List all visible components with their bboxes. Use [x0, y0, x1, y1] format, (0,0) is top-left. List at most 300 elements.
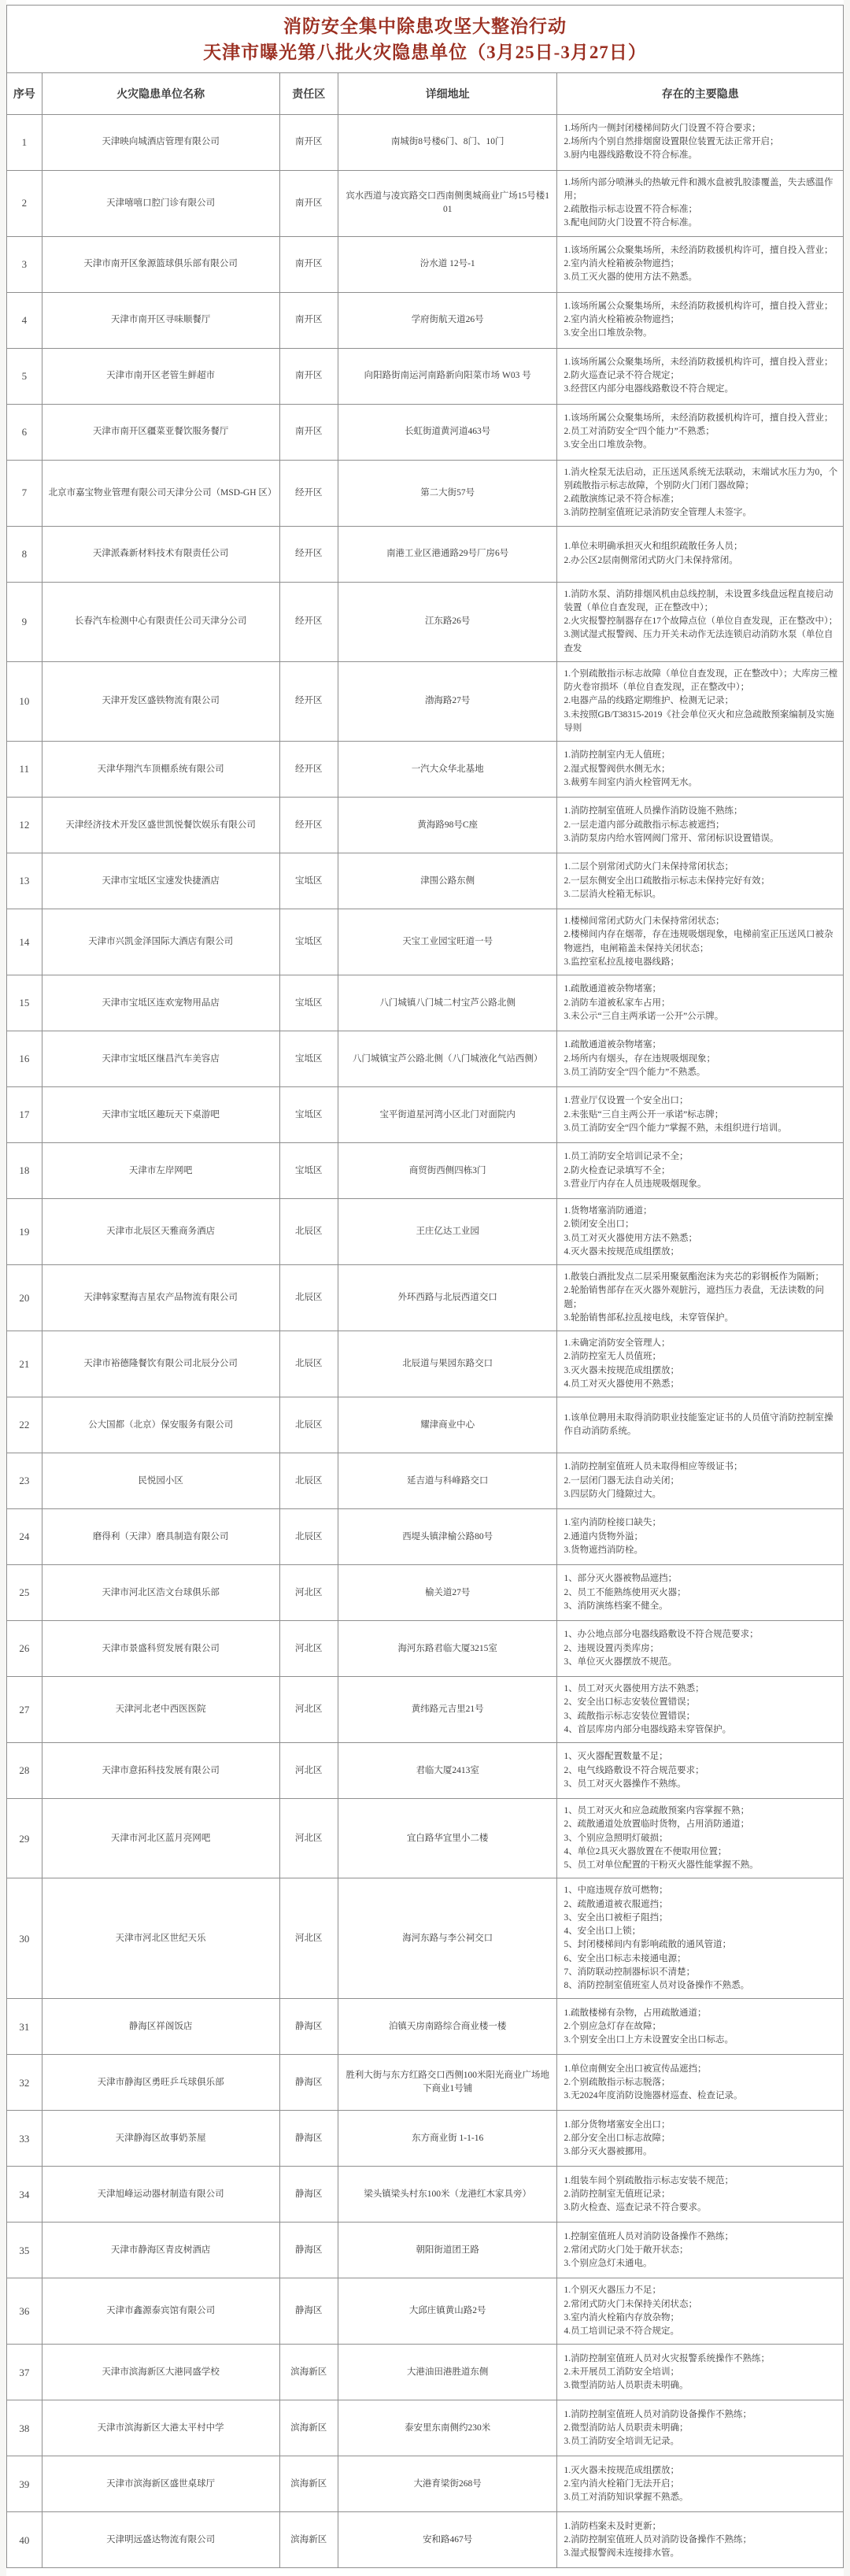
cell-unit-name: 天津市宝坻区继昌汽车美容店 — [42, 1031, 279, 1087]
hazard-line: 8、消防控制室值班室人员对设备操作不熟悉。 — [564, 1981, 750, 1991]
cell-address: 渤海路27号 — [338, 661, 557, 741]
cell-district: 河北区 — [279, 1565, 338, 1621]
cell-unit-name: 天津市景盛科贸发展有限公司 — [42, 1621, 279, 1677]
hazard-line: 1.部分货物堵塞安全出口； — [564, 2119, 671, 2130]
hazard-line: 3.室内消火栓箱内存放杂物； — [564, 2312, 680, 2322]
cell-district: 南开区 — [279, 236, 338, 292]
cell-unit-name: 天津市滨海新区大港同盛学校 — [42, 2345, 279, 2400]
hazard-line: 3、员工对灭火器操作不熟练。 — [564, 1778, 686, 1789]
table-row — [7, 853, 844, 909]
cell-hazards — [557, 798, 844, 853]
cell-address: 海河东路与李公祠交口 — [338, 1878, 557, 1999]
hazard-line: 2.疏散指示标志设置不符合标准； — [564, 205, 698, 215]
hazard-line: 2.火灾报警控制器存在17个故障点位（单位自查发现，正在整改中）； — [564, 616, 838, 627]
table-row — [7, 1743, 844, 1799]
cell-unit-name: 天津市鑫源泰宾馆有限公司 — [42, 2278, 279, 2345]
hazard-line: 3.消防控制室值班记录消防安全管理人未签字。 — [564, 508, 752, 518]
hazard-line: 3.微型消防站人员职责未明确。 — [564, 2381, 689, 2391]
hazard-line: 1.楼梯间常闭式防火门未保持常闭状态； — [564, 916, 725, 927]
cell-hazards — [557, 975, 844, 1031]
hazard-line: 2.消防车道被私家车占用； — [564, 997, 671, 1008]
hazard-line: 1.该场所属公众聚集场所，未经消防救援机构许可，擅自投入营业； — [564, 413, 833, 423]
cell-address: 黄海路98号C座 — [338, 798, 557, 853]
hazard-line: 2、违规设置丙类库房； — [564, 1643, 660, 1653]
cell-address: 长虹街道黄河道463号 — [338, 404, 557, 460]
cell-hazards — [557, 1453, 844, 1509]
cell-address: 宝平街道星河湾小区北门对面院内 — [338, 1087, 557, 1143]
cell-serial-number: 40 — [7, 2512, 42, 2568]
cell-address: 安和路467号 — [338, 2512, 557, 2568]
cell-district: 北辰区 — [279, 1331, 338, 1397]
cell-hazards — [557, 2400, 844, 2456]
hazard-line: 1.该场所属公众聚集场所，未经消防救援机构许可，擅自投入营业； — [564, 245, 833, 255]
cell-address: 江东路26号 — [338, 582, 557, 661]
hazard-line: 3.裁剪车间室内消火栓管网无水。 — [564, 777, 698, 787]
cell-district: 北辰区 — [279, 1199, 338, 1265]
cell-unit-name: 天津旭峰运动器材制造有限公司 — [42, 2167, 279, 2223]
cell-address: 天宝工业园宝旺道一号 — [338, 909, 557, 975]
hazard-line: 2.消防控室无人员值班； — [564, 1352, 662, 1362]
hazard-line: 3.厨内电器线路敷设不符合标准。 — [564, 150, 698, 161]
cell-unit-name: 天津市意拓科技发展有限公司 — [42, 1743, 279, 1799]
hazard-line: 3.员工消防安全“四个能力”掌握不熟，未组织进行培训。 — [564, 1123, 787, 1133]
cell-serial-number: 4 — [7, 292, 42, 348]
hazard-line: 2.常闭式防火门处于敞开状态； — [564, 2245, 689, 2255]
hazard-line: 2.通道内货物外溢； — [564, 1531, 644, 1542]
hazard-line: 2.防火检查记录填写不全； — [564, 1165, 671, 1175]
table-row — [7, 292, 844, 348]
hazard-line: 1.单位南侧安全出口被宣传品遮挡； — [564, 2063, 707, 2074]
cell-serial-number: 11 — [7, 742, 42, 798]
hazard-line: 4、安全出口上锁； — [564, 1926, 641, 1937]
cell-district: 河北区 — [279, 1799, 338, 1878]
hazard-line: 2.办公区2层南侧常闭式防火门未保持常闭。 — [564, 555, 738, 565]
hazard-line: 3.个别应急灯未通电。 — [564, 2259, 652, 2269]
hazard-line: 1、部分灭火器被物品遮挡； — [564, 1574, 678, 1584]
cell-hazards — [557, 1677, 844, 1743]
cell-hazards — [557, 526, 844, 582]
hazard-line: 1.货物堵塞消防通道； — [564, 1206, 652, 1216]
hazard-line: 1.疏散通道被杂物堵塞； — [564, 1040, 662, 1050]
cell-serial-number: 30 — [7, 1878, 42, 1999]
hazard-line: 2.室内消火栓箱被杂物遮挡； — [564, 259, 680, 269]
cell-serial-number: 33 — [7, 2111, 42, 2167]
cell-district: 北辰区 — [279, 1265, 338, 1331]
cell-address: 君临大厦2413室 — [338, 1743, 557, 1799]
hazard-line: 2、安全出口标志安装位置错误； — [564, 1697, 696, 1708]
table-row — [7, 1509, 844, 1565]
hazard-line: 4.灭火器未按规范成组摆放； — [564, 1246, 680, 1257]
cell-address: 外环西路与北辰西道交口 — [338, 1265, 557, 1331]
hazard-line: 5、员工对单位配置的干粉灭火器性能掌握不熟。 — [564, 1860, 759, 1871]
hazard-line: 2.轮胎销售部存在灭火器外观脏污，遮挡压力表盘，无法读数的问题； — [564, 1286, 825, 1309]
table-row — [7, 2167, 844, 2223]
cell-hazards — [557, 2278, 844, 2345]
cell-unit-name: 天津市南开区疆菜亚餐饮服务餐厅 — [42, 404, 279, 460]
cell-address: 朝阳街道团王路 — [338, 2223, 557, 2278]
hazard-line: 3.消防泵房内给水管网阀门常开、常闭标识设置错误。 — [564, 833, 779, 843]
cell-address: 榆关道27号 — [338, 1565, 557, 1621]
cell-unit-name: 天津华翔汽车顶棚系统有限公司 — [42, 742, 279, 798]
table-row — [7, 526, 844, 582]
hazard-units-table — [6, 5, 844, 2568]
cell-hazards — [557, 1799, 844, 1878]
hazard-line: 3、安全出口被柜子阻挡； — [564, 1912, 668, 1923]
cell-address: 泰安里东南侧约230米 — [338, 2400, 557, 2456]
cell-serial-number: 5 — [7, 348, 42, 404]
hazard-line: 1.消防档案未及时更新； — [564, 2521, 662, 2531]
cell-district: 宝坻区 — [279, 1031, 338, 1087]
cell-hazards — [557, 1397, 844, 1453]
cell-unit-name: 天津市宝坻区趣玩天下桌游吧 — [42, 1087, 279, 1143]
header-row — [7, 72, 844, 114]
cell-address: 黄纬路元吉里21号 — [338, 1677, 557, 1743]
cell-unit-name: 天津静海区故事奶茶屋 — [42, 2111, 279, 2167]
cell-address: 梁头镇梁头村东100米（龙港红木家具旁） — [338, 2167, 557, 2223]
cell-address: 第二大街57号 — [338, 460, 557, 526]
cell-serial-number: 15 — [7, 975, 42, 1031]
cell-address: 大港育梁街268号 — [338, 2456, 557, 2512]
cell-district: 静海区 — [279, 2167, 338, 2223]
hazard-line: 2.微型消防站人员职责未明确； — [564, 2422, 689, 2433]
cell-unit-name: 天津市河北区浩文台球俱乐部 — [42, 1565, 279, 1621]
hazard-line: 2.防火巡查记录不符合规定； — [564, 371, 680, 381]
cell-serial-number: 14 — [7, 909, 42, 975]
hazard-line: 3、个别应急照明灯破损； — [564, 1833, 668, 1843]
hazard-line: 1.该场所属公众聚集场所，未经消防救援机构许可，擅自投入营业； — [564, 357, 833, 367]
table-row — [7, 661, 844, 741]
cell-hazards — [557, 1743, 844, 1799]
cell-hazards — [557, 742, 844, 798]
cell-district: 南开区 — [279, 170, 338, 236]
hazard-line: 3.员工灭火器的使用方法不熟悉。 — [564, 272, 698, 283]
cell-address: 向阳路街南运河南路新向阳菜市场 W03 号 — [338, 348, 557, 404]
hazard-line: 1.消防控制室值班人员对消防设备操作不熟练； — [564, 2409, 752, 2419]
hazard-line: 1.疏散通道被杂物堵塞； — [564, 984, 662, 994]
cell-address: 王庄亿达工业园 — [338, 1199, 557, 1265]
cell-unit-name: 天津韩家墅海吉星农产品物流有限公司 — [42, 1265, 279, 1331]
cell-address: 八门城镇宝芦公路北侧（八门城液化气站西侧） — [338, 1031, 557, 1087]
cell-unit-name: 静海区祥阁饭店 — [42, 1999, 279, 2055]
cell-district: 南开区 — [279, 404, 338, 460]
hazard-line: 1.场所内一侧封闭楼梯间防火门设置不符合要求； — [564, 123, 761, 133]
table-row — [7, 348, 844, 404]
cell-hazards — [557, 2345, 844, 2400]
table-row — [7, 1621, 844, 1677]
hazard-line: 3.二层消火栓箱无标识。 — [564, 889, 662, 899]
cell-district: 南开区 — [279, 114, 338, 170]
hazard-line: 2.一层东侧安全出口疏散指示标志未保持完好有效； — [564, 875, 771, 886]
hazard-line: 2.电器产品的线路定期维护、检测无记录； — [564, 696, 734, 706]
cell-unit-name: 天津明远盛达物流有限公司 — [42, 2512, 279, 2568]
cell-serial-number: 27 — [7, 1677, 42, 1743]
cell-hazards — [557, 2167, 844, 2223]
cell-serial-number: 1 — [7, 114, 42, 170]
cell-hazards — [557, 236, 844, 292]
cell-unit-name: 天津市滨海新区盛世桌球厅 — [42, 2456, 279, 2512]
hazard-line: 1.未确定消防安全管理人； — [564, 1338, 671, 1349]
table-row — [7, 2345, 844, 2400]
hazard-line: 3.安全出口堆放杂物。 — [564, 328, 652, 339]
hazard-line: 2.室内消火栓箱门无法开启； — [564, 2478, 680, 2489]
hazard-line: 3.配电间防火门设置不符合标准。 — [564, 218, 698, 228]
document-page — [6, 0, 844, 2576]
cell-district: 经开区 — [279, 798, 338, 853]
table-row — [7, 909, 844, 975]
cell-hazards — [557, 1621, 844, 1677]
hazard-line: 2.消防控制室值班人员对消防设备操作不熟练； — [564, 2534, 752, 2545]
hazard-line: 3.未按照GB/T38315-2019《社会单位灭火和应急疏散预案编制及实施导则 — [564, 709, 834, 733]
cell-unit-name: 北京市嘉宝物业管理有限公司天津分公司（MSD-GH 区） — [42, 460, 279, 526]
hazard-line: 3.安全出口堆放杂物。 — [564, 440, 652, 450]
cell-district: 滨海新区 — [279, 2512, 338, 2568]
table-row — [7, 404, 844, 460]
hazard-line: 2.一层走道内部分疏散指示标志被遮挡； — [564, 820, 725, 830]
cell-district: 静海区 — [279, 2223, 338, 2278]
cell-serial-number: 7 — [7, 460, 42, 526]
hazard-line: 3.未公示“三自主两承诺一公开”公示牌。 — [564, 1011, 724, 1021]
cell-serial-number: 34 — [7, 2167, 42, 2223]
hazard-line: 2.个别应急灯存在故障； — [564, 2021, 662, 2031]
table-row — [7, 2456, 844, 2512]
cell-hazards — [557, 1331, 844, 1397]
cell-unit-name: 天津市北辰区天雅商务酒店 — [42, 1199, 279, 1265]
table-row — [7, 460, 844, 526]
cell-unit-name: 天津市宝坻区连欢宠物用品店 — [42, 975, 279, 1031]
hazard-line: 3.无2024年度消防设施器材巡查、检查记录。 — [564, 2091, 743, 2101]
cell-serial-number: 16 — [7, 1031, 42, 1087]
cell-district: 北辰区 — [279, 1453, 338, 1509]
cell-hazards — [557, 661, 844, 741]
hazard-line: 4、单位2具灭火器放置在不便取用位置； — [564, 1846, 727, 1856]
hazard-line: 6、安全出口标志未接通电源； — [564, 1953, 686, 1963]
hazard-line: 2、电气线路敷设不符合规范要求； — [564, 1765, 704, 1775]
cell-hazards — [557, 348, 844, 404]
table-row — [7, 170, 844, 236]
cell-hazards — [557, 1031, 844, 1087]
cell-hazards — [557, 853, 844, 909]
hazard-line: 1.室内消防栓接口缺失； — [564, 1518, 662, 1528]
cell-address: 耀津商业中心 — [338, 1397, 557, 1453]
hazard-line: 1.场所内部分喷淋头的热敏元件和溅水盘被乳胶漆覆盖，失去感温作用； — [564, 177, 833, 201]
cell-district: 北辰区 — [279, 1397, 338, 1453]
table-row — [7, 975, 844, 1031]
cell-serial-number: 19 — [7, 1199, 42, 1265]
table-row — [7, 1265, 844, 1331]
hazard-line: 2.未开展员工消防安全培训； — [564, 2367, 680, 2377]
cell-district: 宝坻区 — [279, 1143, 338, 1199]
cell-district: 河北区 — [279, 1677, 338, 1743]
table-row — [7, 2400, 844, 2456]
hazard-line: 1、中庭违规存放可燃物； — [564, 1886, 668, 1896]
hazard-line: 3、消防演练档案不健全。 — [564, 1601, 668, 1611]
table-row — [7, 1031, 844, 1087]
cell-serial-number: 25 — [7, 1565, 42, 1621]
cell-district: 河北区 — [279, 1743, 338, 1799]
table-row — [7, 798, 844, 853]
cell-address: 北辰道与果园东路交口 — [338, 1331, 557, 1397]
hazard-line: 7、消防联动控制器标识不清楚； — [564, 1967, 696, 1977]
cell-hazards — [557, 1565, 844, 1621]
cell-address: 西堤头镇津榆公路80号 — [338, 1509, 557, 1565]
hazard-line: 2.场所内个别自然排烟窗设置限位装置无法正常开启； — [564, 137, 779, 147]
cell-unit-name: 天津市静海区勇旺乒乓球俱乐部 — [42, 2055, 279, 2111]
cell-address: 大港油田港胜道东侧 — [338, 2345, 557, 2400]
hazard-line: 1.营业厅仅设置一个安全出口； — [564, 1096, 689, 1106]
hazard-line: 1、员工对灭火器使用方法不熟悉； — [564, 1684, 704, 1694]
cell-hazards — [557, 1199, 844, 1265]
cell-hazards — [557, 114, 844, 170]
cell-serial-number: 13 — [7, 853, 42, 909]
hazard-line: 1.消防控制室值班人员操作消防设施不熟练； — [564, 806, 743, 816]
cell-unit-name: 天津市南开区老管生鲜超市 — [42, 348, 279, 404]
hazard-line: 3.监控室私拉乱接电器线路； — [564, 957, 680, 967]
hazard-line: 1.组装车间个别疏散指示标志安装不规范； — [564, 2175, 734, 2186]
cell-serial-number: 17 — [7, 1087, 42, 1143]
cell-unit-name: 天津河北老中西医医院 — [42, 1677, 279, 1743]
cell-district: 经开区 — [279, 460, 338, 526]
cell-district: 河北区 — [279, 1621, 338, 1677]
column-header-serial: 序号 — [7, 72, 42, 114]
cell-unit-name: 天津市河北区蓝月亮网吧 — [42, 1799, 279, 1878]
cell-district: 静海区 — [279, 1999, 338, 2055]
cell-address: 津围公路东侧 — [338, 853, 557, 909]
hazard-line: 3.员工消防安全培训无记录。 — [564, 2437, 680, 2447]
cell-serial-number: 3 — [7, 236, 42, 292]
page-title-line1: 消防安全集中除患攻坚大整治行动 — [283, 17, 567, 36]
hazard-line: 1、办公地点部分电器线路敷设不符合规范要求； — [564, 1630, 759, 1640]
hazard-line: 1.该场所属公众聚集场所，未经消防救援机构许可，擅自投入营业； — [564, 301, 833, 311]
cell-hazards — [557, 1087, 844, 1143]
cell-address: 商贸街西侧四栋3门 — [338, 1143, 557, 1199]
cell-unit-name: 天津市裕德隆餐饮有限公司北辰分公司 — [42, 1331, 279, 1397]
hazard-line: 2、疏散通道处放置临时货物，占用消防通道； — [564, 1819, 750, 1830]
cell-serial-number: 6 — [7, 404, 42, 460]
cell-serial-number: 21 — [7, 1331, 42, 1397]
hazard-line: 3.员工对灭火器使用方法不熟悉； — [564, 1233, 698, 1243]
table-row — [7, 1453, 844, 1509]
cell-unit-name: 天津市左岸网吧 — [42, 1143, 279, 1199]
hazard-line: 3.员工对消防知识掌握不熟悉。 — [564, 2493, 689, 2503]
cell-hazards — [557, 460, 844, 526]
hazard-line: 1.疏散楼梯有杂物，占用疏散通道； — [564, 2008, 707, 2018]
cell-unit-name: 天津市静海区青皮树酒店 — [42, 2223, 279, 2278]
cell-serial-number: 18 — [7, 1143, 42, 1199]
column-header-district: 责任区 — [279, 72, 338, 114]
column-header-address: 详细地址 — [338, 72, 557, 114]
hazard-line: 3.个别安全出口上方未设置安全出口标志。 — [564, 2035, 734, 2045]
hazard-line: 2.消防控制室无值班记录； — [564, 2189, 671, 2199]
cell-unit-name: 天津市南开区寻味顺餐厅 — [42, 292, 279, 348]
cell-district: 经开区 — [279, 526, 338, 582]
cell-hazards — [557, 2111, 844, 2167]
page-title-line2: 天津市曝光第八批火灾隐患单位（3月25日-3月27日） — [203, 43, 647, 63]
title-row — [7, 6, 844, 73]
table-row — [7, 114, 844, 170]
cell-hazards — [557, 1509, 844, 1565]
hazard-line: 2.常闭式防火门未保持关闭状态； — [564, 2299, 698, 2309]
cell-district: 南开区 — [279, 292, 338, 348]
table-row — [7, 2111, 844, 2167]
table-row — [7, 582, 844, 661]
cell-district: 静海区 — [279, 2055, 338, 2111]
table-row — [7, 1331, 844, 1397]
column-header-unit-name: 火灾隐患单位名称 — [42, 72, 279, 114]
cell-address: 胜利大街与东方红路交口西侧100米阳光商业广场地下商业1号铺 — [338, 2055, 557, 2111]
cell-unit-name: 天津嘻嘻口腔门诊有限公司 — [42, 170, 279, 236]
hazard-line: 2.室内消火栓箱被杂物遮挡； — [564, 315, 680, 325]
hazard-line: 2.楼梯间内存在烟蒂，存在违规吸烟现象，电梯前室正压送风口被杂物遮挡，电闸箱盖未保持关闭状态； — [564, 930, 833, 953]
hazard-line: 5、封闭楼梯间内有影响疏散的通风管道； — [564, 1940, 732, 1950]
hazard-line: 2.疏散演练记录不符合标准； — [564, 494, 680, 505]
cell-district: 经开区 — [279, 742, 338, 798]
hazard-line: 1.个别疏散指示标志故障（单位自查发现，正在整改中）；大库房三樘防火卷帘损坏（单位自查发现，正在整改中）； — [564, 668, 838, 693]
hazard-line: 3.货物遮挡消防栓。 — [564, 1545, 644, 1555]
hazard-line: 2、疏散通道被衣服遮挡； — [564, 1899, 668, 1909]
cell-district: 滨海新区 — [279, 2400, 338, 2456]
cell-hazards — [557, 2456, 844, 2512]
hazard-line: 4.员工对灭火器使用不熟悉； — [564, 1379, 680, 1389]
cell-unit-name: 天津市南开区象源篮球俱乐部有限公司 — [42, 236, 279, 292]
table-row — [7, 1878, 844, 1999]
cell-serial-number: 26 — [7, 1621, 42, 1677]
cell-address: 延吉道与科峰路交口 — [338, 1453, 557, 1509]
cell-district: 宝坻区 — [279, 853, 338, 909]
column-header-hazards: 存在的主要隐患 — [557, 72, 844, 114]
cell-unit-name: 天津映向城酒店管理有限公司 — [42, 114, 279, 170]
hazard-line: 1.灭火器未按规范成组摆放； — [564, 2465, 680, 2475]
cell-serial-number: 36 — [7, 2278, 42, 2345]
cell-serial-number: 2 — [7, 170, 42, 236]
cell-district: 经开区 — [279, 661, 338, 741]
cell-address: 泊镇天房南路综合商业楼一楼 — [338, 1999, 557, 2055]
table-row — [7, 742, 844, 798]
hazard-line: 2.一层闭门器无法自动关闭； — [564, 1475, 680, 1486]
cell-serial-number: 23 — [7, 1453, 42, 1509]
hazard-line: 1.消防水泵、消防排烟风机由总线控制，未设置多线盘远程直接启动装置（单位自查发现，正在整改中）； — [564, 589, 833, 613]
cell-address: 海河东路君临大厦3215室 — [338, 1621, 557, 1677]
hazard-line: 1.该单位聘用未取得消防职业技能鉴定证书的人员值守消防控制室操作自动消防系统。 — [564, 1412, 833, 1437]
cell-address: 宾水西道与凌宾路交口西南侧奥城商业广场15号楼101 — [338, 170, 557, 236]
hazard-line: 2、员工不能熟练使用灭火器； — [564, 1587, 686, 1597]
hazard-line: 3、单位灭火器摆放不规范。 — [564, 1656, 678, 1667]
hazard-line: 1、灭火器配置数量不足； — [564, 1752, 668, 1762]
hazard-line: 1.消防控制室值班人员未取得相应等级证书； — [564, 1462, 743, 1472]
hazard-line: 1.单位未明确承担灭火和组织疏散任务人员； — [564, 542, 743, 552]
cell-address: 八门城镇八门城二村宝芦公路北侧 — [338, 975, 557, 1031]
hazard-line: 3、疏散指示标志安装位置错误； — [564, 1711, 696, 1721]
table-row — [7, 1143, 844, 1199]
cell-hazards — [557, 2512, 844, 2568]
cell-unit-name: 天津市宝坻区宝速发快捷酒店 — [42, 853, 279, 909]
cell-serial-number: 22 — [7, 1397, 42, 1453]
cell-unit-name: 天津开发区盛铁物流有限公司 — [42, 661, 279, 741]
table-row — [7, 2512, 844, 2568]
cell-serial-number: 37 — [7, 2345, 42, 2400]
cell-hazards — [557, 404, 844, 460]
cell-serial-number: 38 — [7, 2400, 42, 2456]
cell-hazards — [557, 909, 844, 975]
cell-hazards — [557, 1878, 844, 1999]
cell-serial-number: 32 — [7, 2055, 42, 2111]
cell-hazards — [557, 2055, 844, 2111]
cell-serial-number: 28 — [7, 1743, 42, 1799]
cell-unit-name: 天津派森新材料技术有限责任公司 — [42, 526, 279, 582]
cell-serial-number: 29 — [7, 1799, 42, 1878]
hazard-line: 2.锁闭安全出口； — [564, 1220, 634, 1230]
cell-district: 静海区 — [279, 2278, 338, 2345]
table-row — [7, 1397, 844, 1453]
